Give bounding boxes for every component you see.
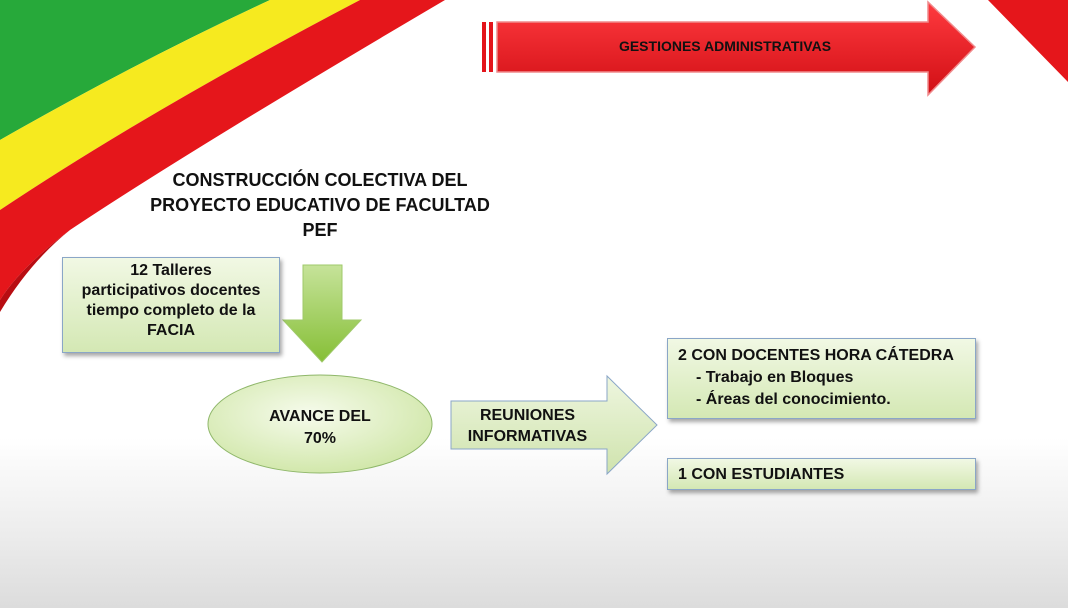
corner-triangle	[988, 0, 1068, 82]
reuniones-label	[455, 405, 600, 447]
down-arrow	[283, 265, 361, 362]
talleres-box	[62, 257, 280, 353]
talleres-line: tiempo completo de la	[86, 302, 256, 319]
reuniones-line: REUNIONES	[479, 407, 576, 424]
title-line: CONSTRUCCIÓN COLECTIVA DEL	[172, 170, 468, 190]
talleres-line: FACIA	[147, 322, 195, 339]
page-title	[140, 168, 500, 243]
avance-line: AVANCE DEL	[269, 408, 371, 425]
avance-label	[215, 406, 425, 450]
talleres-line: participativos docentes	[81, 282, 261, 299]
reuniones-line: INFORMATIVAS	[467, 428, 588, 445]
banner-label: GESTIONES ADMINISTRATIVAS	[618, 38, 832, 54]
estudiantes-box	[667, 458, 976, 490]
title-line: PEF	[302, 220, 338, 240]
docentes-item: - Áreas del conocimiento.	[696, 391, 891, 408]
talleres-line: 12 Talleres	[130, 262, 212, 279]
docentes-item: - Trabajo en Bloques	[696, 369, 854, 386]
avance-line: 70%	[303, 430, 337, 447]
title-line: PROYECTO EDUCATIVO DE FACULTAD	[150, 195, 490, 215]
docentes-heading: 2 CON DOCENTES HORA CÁTEDRA	[678, 347, 954, 364]
docentes-box	[667, 338, 976, 419]
estudiantes-heading: 1 CON ESTUDIANTES	[678, 466, 845, 483]
